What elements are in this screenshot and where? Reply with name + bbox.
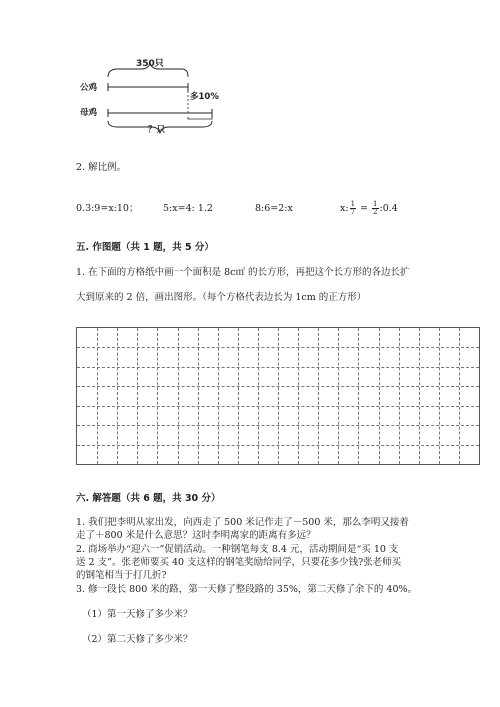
total-label: 350只 [136, 59, 164, 69]
ratio-equation-1: 0.3:9=x:10； [76, 203, 139, 214]
rooster-label: 公鸡 [80, 83, 98, 93]
hen-label: 母鸡 [80, 108, 98, 118]
section6-q2-line1: 2. 商场举办“迎六一”促销活动。一种钢笔每支 8.4 元，活动期间是“买 10 支 [76, 544, 399, 555]
unknown-total-label: ？只 [148, 125, 166, 135]
fraction-one-seventh: $\frac{1}{7}$ [350, 200, 356, 216]
ratio-equation-2: 5:x=4: 1.2 [163, 203, 213, 214]
section5-title: 五. 作图题（共 1 题，共 5 分） [76, 242, 214, 253]
section6-q3-sub2: （2）第二天修了多少米？ [82, 634, 193, 645]
section6-q1-line1: 1. 我们把李明从家出发，向西走了 500 米记作走了－500 米，那么李明又接着 [76, 517, 409, 528]
grid-horizontal-line [77, 367, 479, 368]
grid-horizontal-line [77, 347, 479, 348]
ratio-heading: 2. 解比例。 [76, 162, 127, 173]
section6-q1-line2: 走了＋800 米是什么意思？这时李明离家的距离有多远？ [76, 530, 316, 541]
ratio-equation-4: x: $\frac{1}{7}$ = $\frac{1}{2}$ :0.4 [340, 200, 398, 216]
grid-horizontal-line [77, 406, 479, 407]
section6-q3-line1: 3. 修一段长 800 米的路，第一天修了整段路的 35%，第二天修了余下的 40%。 [76, 584, 418, 595]
fraction-one-half: $\frac{1}{2}$ [373, 200, 378, 216]
grid-horizontal-line [77, 386, 479, 387]
section6-q2-line2: 送 2 支”。张老师要买 40 支这样的钢笔奖励给同学，只要花多少钱?张老师买 [76, 557, 402, 568]
more-percent-label: 多10% [190, 92, 219, 102]
section6-q2-line3: 的钢笔相当于打几折? [76, 570, 167, 581]
ratio-equation-3: 8:6=2:x [255, 203, 293, 214]
section6-title: 六. 解答题（共 6 题，共 30 分） [76, 493, 221, 504]
section5-q1-line2: 大到原来的 2 倍，画出图形。（每个方格代表边长为 1cm 的正方形） [76, 292, 367, 303]
grid-horizontal-line [77, 425, 479, 426]
square-grid-paper [76, 327, 480, 465]
section5-q1-line1: 1. 在下面的方格纸中画一个面积是 8c㎡ 的长方形，再把这个长方形的各边长扩 [76, 267, 410, 278]
grid-horizontal-line [77, 445, 479, 446]
section6-q3-sub1: （1）第一天修了多少米？ [82, 609, 193, 620]
